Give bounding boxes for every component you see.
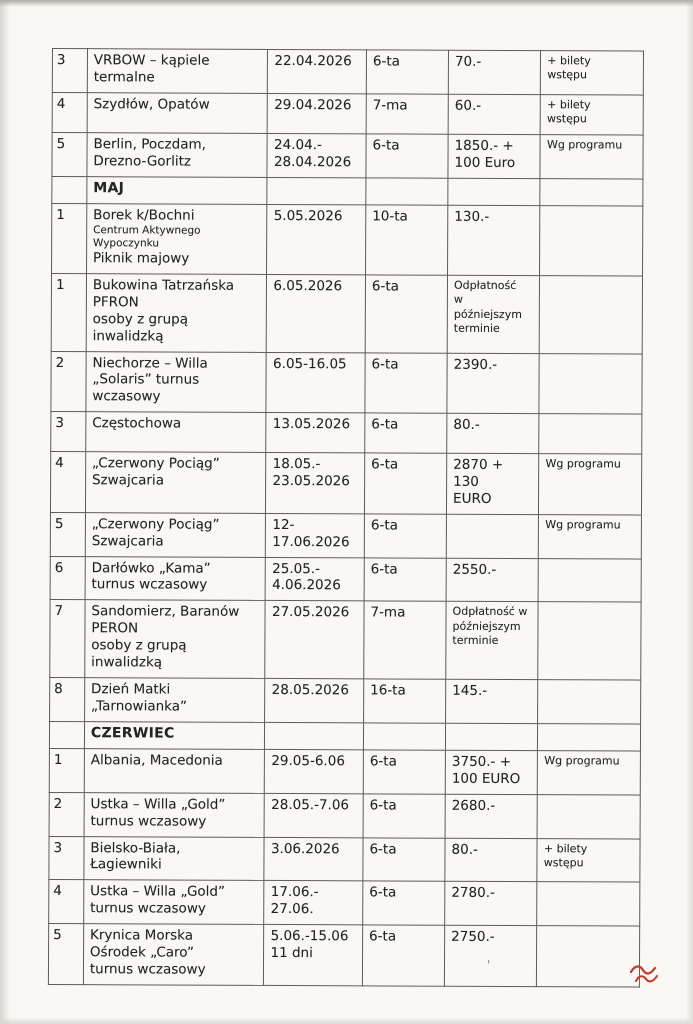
row-number-cell <box>52 176 87 204</box>
departure-hour-cell: 6-ta <box>366 134 448 178</box>
row-number-cell <box>49 721 84 749</box>
date-cell <box>264 924 363 985</box>
trip-row <box>48 923 639 986</box>
cell-text-line: Łagiewniki <box>90 856 162 873</box>
trip-name-cell <box>85 452 266 513</box>
departure-hour-cell <box>363 722 445 750</box>
cell-text-line: 25.05.- <box>272 560 321 577</box>
row-number-cell: 4 <box>50 452 85 513</box>
cell-text-line: 100 Euro <box>454 154 516 171</box>
cell-text-line: Szwajcaria <box>91 532 164 550</box>
note-cell <box>540 178 643 206</box>
cell-text-line: 145.- <box>452 682 488 699</box>
cell-text-line: + bilety <box>547 54 591 68</box>
cell-text-line: 5.06.-15.06 <box>270 927 349 945</box>
departure-hour-cell: 6-ta <box>365 352 447 413</box>
cell-text-line: 6.05.2026 <box>273 277 343 295</box>
departure-hour-cell: 6-ta <box>364 453 446 514</box>
note-cell <box>538 679 641 723</box>
cell-text-line: 1850.- + <box>454 137 514 154</box>
departure-hour-cell: 7-ma <box>364 601 446 679</box>
cell-text-line: 12- <box>272 516 295 533</box>
departure-hour-cell: 10-ta <box>365 205 447 275</box>
cell-text-line: terminie <box>453 321 500 335</box>
cell-text-line: + bilety <box>547 97 591 112</box>
red-pen-squiggle-mark <box>628 962 666 988</box>
cell-text-line: turnus wczasowy <box>91 576 208 594</box>
price-cell <box>447 453 540 514</box>
row-number-cell: 1 <box>52 204 87 274</box>
date-cell <box>268 93 367 133</box>
cell-text-line: 100 EURO <box>451 770 521 787</box>
trip-row <box>52 92 643 135</box>
cell-text-line: Odpłatność w <box>452 605 528 619</box>
note-cell <box>540 276 643 354</box>
cell-text-line: Ustka – Willa „Gold” <box>90 883 226 901</box>
cell-text-line: Krynica Morska <box>89 927 194 944</box>
date-cell <box>267 204 366 274</box>
cell-text-line: „Czerwony Pociąg” <box>91 515 220 533</box>
note-cell <box>539 454 642 515</box>
date-cell <box>265 678 364 722</box>
cell-text-line: Szwajcaria <box>91 472 165 489</box>
trip-name-cell <box>86 204 267 275</box>
cell-text-line: Dzień Matki <box>91 680 171 698</box>
cell-text-line: 60.- <box>454 97 482 114</box>
trip-name-cell <box>84 749 265 794</box>
trip-name-cell <box>84 836 265 881</box>
date-cell <box>267 274 366 352</box>
date-cell <box>265 601 364 679</box>
cell-text-line: Drezno-Gorlitz <box>93 152 192 170</box>
date-cell <box>265 749 364 793</box>
row-number-cell: 7 <box>50 600 85 678</box>
cell-text-line: 3.06.2026 <box>270 840 340 857</box>
date-cell <box>268 49 367 93</box>
row-number-cell: 6 <box>50 556 85 600</box>
month-section-label: MAJ <box>87 176 268 204</box>
price-cell <box>445 838 538 882</box>
trip-row <box>50 677 641 723</box>
trip-name-cell <box>86 351 267 412</box>
cell-text-line: „Tarnowianka” <box>90 697 188 715</box>
cell-text-line: 27.05.2026 <box>271 604 350 621</box>
row-number-cell: 5 <box>50 512 85 556</box>
date-cell <box>265 793 364 837</box>
cell-text-line: turnus wczasowy <box>90 900 206 917</box>
price-cell <box>444 925 537 986</box>
trip-name-cell <box>87 132 268 177</box>
price-cell <box>448 134 541 178</box>
departure-hour-cell: 6-ta <box>363 881 445 925</box>
cell-text-line: 11 dni <box>270 944 313 962</box>
price-cell <box>445 881 538 925</box>
row-number-cell: 3 <box>49 836 84 880</box>
trip-name-cell <box>86 274 267 352</box>
price-cell <box>447 275 540 353</box>
row-number-cell: 4 <box>49 880 84 924</box>
date-cell <box>267 133 366 177</box>
trip-name-cell <box>87 92 268 133</box>
month-section-label: CZERWIEC <box>84 721 265 749</box>
departure-hour-cell: 6-ta <box>366 50 448 94</box>
price-cell <box>446 601 539 679</box>
trip-row <box>49 748 640 794</box>
cell-text-line: Albania, Macedonia <box>90 752 223 769</box>
cell-text-line: VRBOW – kąpiele <box>93 52 210 69</box>
cell-text-line: Bielsko-Biała, <box>90 839 181 857</box>
note-cell <box>541 94 644 134</box>
departure-hour-cell: 6-ta <box>363 794 445 838</box>
note-cell <box>537 838 640 882</box>
cell-text-line: Częstochowa <box>92 415 182 432</box>
note-cell <box>540 206 643 276</box>
cell-text-line: 24.04.- <box>273 136 322 153</box>
price-cell <box>448 94 541 134</box>
cell-text-line: Ośrodek „Caro” <box>89 944 195 961</box>
trip-row <box>50 512 641 558</box>
cell-text-line: Piknik majowy <box>92 250 190 267</box>
cell-text-line: Wg programu <box>545 517 621 532</box>
row-number-cell: 3 <box>52 49 87 93</box>
cell-text-line: Bukowina Tatrzańska <box>92 277 235 294</box>
trip-name-cell <box>84 677 265 722</box>
cell-text-line: Centrum Aktywnego <box>93 224 201 237</box>
cell-text-line: 23.05.2026 <box>272 472 350 490</box>
cell-text-line: wczasowy <box>92 388 161 405</box>
departure-hour-cell: 6-ta <box>362 925 444 986</box>
cell-text-line: 5.05.2026 <box>273 207 343 225</box>
price-cell <box>447 413 540 453</box>
price-cell <box>446 514 539 558</box>
note-cell <box>541 51 644 95</box>
cell-text-line: 2870 + 130 <box>453 456 504 490</box>
date-cell <box>266 557 365 601</box>
note-cell <box>537 882 640 926</box>
cell-text-line: 22.04.2026 <box>274 52 352 70</box>
departure-hour-cell: 6-ta <box>364 557 446 601</box>
row-number-cell: 8 <box>50 677 85 721</box>
row-number-cell: 5 <box>52 132 87 176</box>
cell-text-line: turnus wczasowy <box>90 812 207 830</box>
cell-text-line: Wypoczynku <box>92 237 160 250</box>
trip-row <box>51 351 642 414</box>
cell-text-line: Odpłatność <box>453 278 517 293</box>
cell-text-line: Berlin, Poczdam, <box>93 135 206 153</box>
cell-text-line: w <box>453 293 463 307</box>
cell-text-line: termalne <box>93 69 155 86</box>
trip-name-cell <box>83 924 264 985</box>
cell-text-line: Borek k/Bochni <box>93 207 195 224</box>
departure-hour-cell: 6-ta <box>363 750 445 794</box>
date-cell <box>266 413 365 453</box>
row-number-cell: 4 <box>52 92 87 132</box>
trip-row <box>50 452 641 515</box>
cell-text-line: Szydłów, Opatów <box>93 95 210 113</box>
stray-scan-mark: ' <box>487 958 491 972</box>
date-cell <box>266 352 365 413</box>
note-cell <box>539 414 642 454</box>
row-number-cell: 3 <box>51 412 86 452</box>
trip-row <box>49 836 640 882</box>
trip-schedule-table <box>48 48 644 987</box>
cell-text-line: 80.- <box>453 416 480 433</box>
cell-text-line: 27.06. <box>270 901 314 918</box>
cell-text-line: wstępu <box>547 68 588 82</box>
departure-hour-cell: 6-ta <box>365 275 447 353</box>
cell-text-line: inwalidzką <box>91 654 163 671</box>
cell-text-line: 2680.- <box>451 797 496 814</box>
cell-text-line: EURO <box>453 490 492 507</box>
trip-name-cell <box>85 512 266 557</box>
trip-row <box>50 556 641 602</box>
month-section-row <box>49 721 640 751</box>
note-cell <box>540 134 643 178</box>
cell-text-line: 28.05.2026 <box>271 681 349 699</box>
trip-row <box>52 49 643 95</box>
cell-text-line: inwalidzką <box>92 327 164 345</box>
note-cell <box>538 602 641 680</box>
cell-text-line: Ustka – Willa „Gold” <box>90 795 226 813</box>
price-cell <box>447 353 540 414</box>
note-cell <box>538 751 641 795</box>
cell-text-line: 29.04.2026 <box>274 96 352 114</box>
cell-text-line: „Czerwony Pociąg” <box>92 455 220 472</box>
cell-text-line: PFRON <box>92 294 139 311</box>
cell-text-line: 80.- <box>451 841 478 858</box>
cell-text-line: 2780.- <box>451 885 495 902</box>
trip-schedule-table-body <box>48 49 643 987</box>
trip-row <box>52 204 643 277</box>
cell-text-line: późniejszym <box>453 307 522 321</box>
price-cell <box>445 723 537 751</box>
cell-text-line: 13.05.2026 <box>272 416 351 433</box>
departure-hour-cell <box>366 177 448 205</box>
row-number-cell: 1 <box>49 748 84 792</box>
trip-name-cell <box>87 49 268 94</box>
note-cell <box>539 353 642 414</box>
cell-text-line: „Solaris” turnus <box>92 371 200 389</box>
date-cell <box>266 513 365 557</box>
note-cell <box>537 926 640 987</box>
row-number-cell: 2 <box>51 351 86 412</box>
date-cell <box>267 177 366 205</box>
trip-name-cell <box>84 792 265 837</box>
price-cell <box>448 178 540 206</box>
cell-text-line: + bilety <box>543 841 588 855</box>
cell-text-line: 2750.- <box>451 928 495 945</box>
row-number-cell: 2 <box>49 792 84 836</box>
trip-row <box>50 600 641 680</box>
cell-text-line: Wg programu <box>546 137 623 152</box>
cell-text-line: 2390.- <box>453 356 498 373</box>
cell-text-line: 130.- <box>454 208 490 225</box>
price-cell <box>446 679 539 723</box>
cell-text-line: wstępu <box>543 855 584 870</box>
note-cell <box>538 723 641 751</box>
row-number-cell: 1 <box>51 274 86 352</box>
cell-text-line: późniejszym <box>452 619 521 633</box>
cell-text-line: 28.04.2026 <box>273 153 352 170</box>
cell-text-line: Niechorze – Willa <box>92 354 208 372</box>
departure-hour-cell: 6-ta <box>364 514 446 558</box>
cell-text-line: wstępu <box>547 112 587 126</box>
price-cell <box>445 750 538 794</box>
month-section-row <box>52 176 643 206</box>
trip-name-cell <box>85 600 266 678</box>
cell-text-line: Darłówko „Kama” <box>91 559 211 577</box>
trip-name-cell <box>84 880 265 925</box>
cell-text-line: 6.05-16.05 <box>273 355 347 372</box>
note-cell <box>537 794 640 838</box>
trip-row <box>49 792 640 838</box>
departure-hour-cell: 16-ta <box>364 679 446 723</box>
note-cell <box>539 514 642 558</box>
trip-row <box>51 274 642 354</box>
departure-hour-cell: 6-ta <box>363 837 445 881</box>
departure-hour-cell: 7-ma <box>366 94 448 134</box>
cell-text-line: 70.- <box>454 53 482 70</box>
price-cell <box>445 794 538 838</box>
cell-text-line: 2550.- <box>452 561 497 578</box>
cell-text-line: turnus wczasowy <box>89 960 206 978</box>
note-cell <box>538 558 641 602</box>
price-cell <box>446 558 539 602</box>
row-number-cell: 5 <box>48 923 83 984</box>
cell-text-line: 28.05.-7.06 <box>271 796 350 814</box>
cell-text-line: Wg programu <box>545 457 621 471</box>
trip-row <box>49 880 640 926</box>
trip-name-cell <box>86 412 267 453</box>
cell-text-line: osoby z grupą <box>91 637 187 654</box>
cell-text-line: Sandomierz, Baranów <box>91 603 240 621</box>
trip-name-cell <box>85 556 266 601</box>
cell-text-line: 17.06.2026 <box>272 533 350 550</box>
cell-text-line: 4.06.2026 <box>272 577 341 594</box>
cell-text-line: 18.05.- <box>272 456 321 473</box>
price-cell <box>448 50 541 94</box>
cell-text-line: 3750.- + <box>451 753 512 771</box>
cell-text-line: 29.05-6.06 <box>271 752 345 770</box>
departure-hour-cell: 6-ta <box>365 413 447 453</box>
trip-row <box>51 412 642 455</box>
price-cell <box>448 205 541 275</box>
cell-text-line: PERON <box>91 620 139 637</box>
date-cell <box>265 722 364 750</box>
cell-text-line: 17.06.- <box>270 884 319 901</box>
trip-row <box>52 132 643 178</box>
cell-text-line: terminie <box>452 633 499 647</box>
date-cell <box>266 453 365 514</box>
cell-text-line: Wg programu <box>544 754 620 768</box>
date-cell <box>264 837 363 881</box>
date-cell <box>264 881 363 925</box>
cell-text-line: osoby z grupą <box>92 310 189 328</box>
